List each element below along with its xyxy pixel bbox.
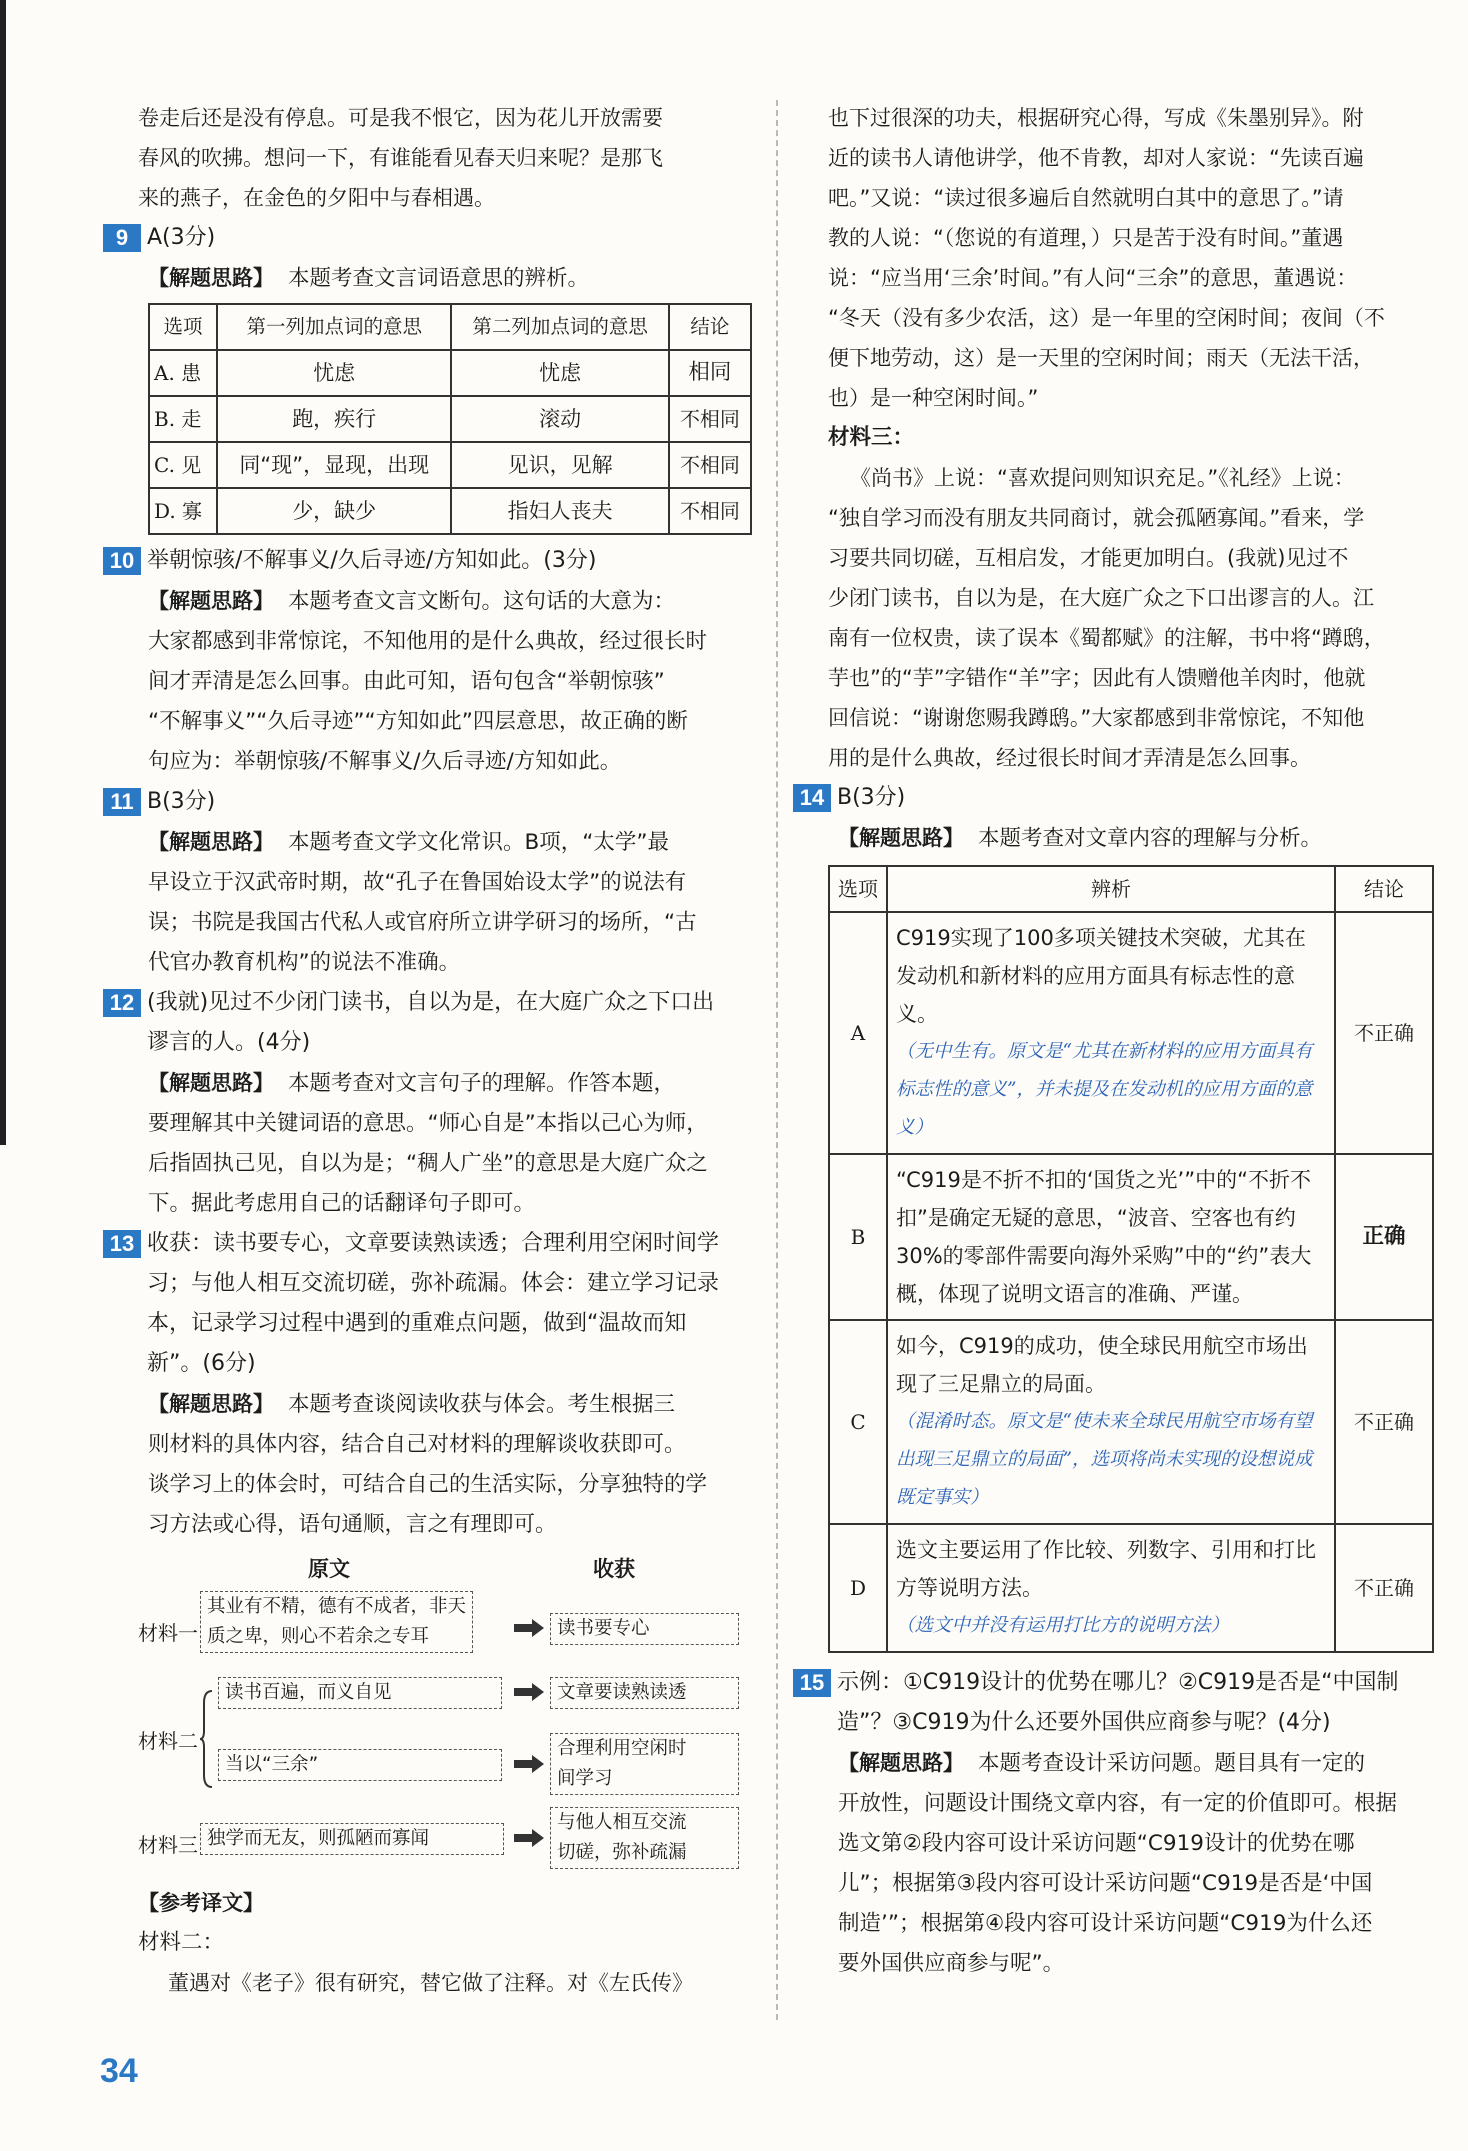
translation-line: 芋也”的“芋”字错作“羊”字；因此有人馈赠他羊肉时，他就 [828,666,1366,690]
table-cell: A. 患 [149,350,217,396]
table-cell: 不相同 [669,396,751,442]
analysis-text: 代官办教育机构”的说法不准确。 [148,950,461,975]
source-line: 其业有不精，德有不成者，非天 [207,1596,467,1617]
question-12 [103,983,753,1063]
question-number: 12 [103,989,141,1017]
analysis-text: 儿”；根据第③段内容可设计采访问题“C919是否是‘中国 [838,1871,1373,1896]
answer-line: 收获：读书要专心，文章要读熟读透；合理利用空闲时间学 [147,1231,720,1256]
analysis-text: 谈学习上的体会时，可结合自己的生活实际，分享独特的学 [148,1472,708,1497]
answer-line: 习；与他人相互交流切磋，弥补疏漏。体会：建立学习记录 [147,1271,720,1296]
table-header: 选项 [149,304,217,350]
analysis-text: 选文第②段内容可设计采访问题“C919设计的优势在哪 [838,1831,1355,1856]
answer [147,1224,753,1384]
material-diagram [138,1549,753,1879]
table-row [829,912,1433,1154]
translation-line: 《尚书》上说：“喜欢提问则知识充足。”《礼经》上说： [850,466,1355,490]
table-cell [887,912,1335,1154]
material-3-title: 材料三： [828,425,915,450]
analysis-text: 句应为：举朝惊骇/不解事义/久后寻迹/方知如此。 [148,749,622,774]
table-cell: D [829,1524,887,1652]
handwritten-note: （无中生有。原文是“尤其在新材料的应用方面具有标志性的意义”，并未提及在发动机的应用方面的意义） [896,1041,1313,1138]
intro-line: 来的燕子，在金色的夕阳中与春相遇。 [138,186,495,210]
gain-line: 合理利用空闲时 [557,1738,687,1759]
analysis-text: 后指固执己见，自以为是；“稠人广坐”的意思是大庭广众之 [148,1151,708,1176]
answer: 举朝惊骇/不解事义/久后寻迹/方知如此。(3分) [147,548,597,573]
table-row [829,1524,1433,1652]
analysis-statement: “C919是不折不扣的‘国货之光’”中的“不折不扣”是确定无疑的意思，“波音、空客也有约30%的零部件需要向海外采购”中的“约”表大概，体现了说明文语言的准确、严谨。 [896,1168,1312,1306]
table-cell: 相同 [669,350,751,396]
answer-line: 造”？③C919为什么还要外国供应商参与呢？(4分) [837,1710,1331,1735]
right-column [799,98,1443,1984]
analysis-text: 习方法或心得，语句通顺，言之有理即可。 [148,1512,557,1537]
table-cell: 少，缺少 [217,488,451,534]
analysis-tag: 【解题思路】 [838,1751,964,1775]
translation-title: 【参考译文】 [138,1891,264,1915]
analysis-text: 本题考查文学文化常识。B项，“太学”最 [288,830,670,855]
word-meaning-table [148,303,752,535]
analysis-text: 本题考查谈阅读收获与体会。考生根据三 [288,1392,676,1417]
material-2-gain-1: 文章要读熟读透 [550,1677,739,1709]
handwritten-note: （选文中并没有运用打比方的说明方法） [896,1615,1230,1636]
analysis-tag: 【解题思路】 [148,1071,274,1095]
material-1-label: 材料一 [138,1621,198,1645]
question-13 [103,1224,753,1384]
translation-line: 说：“应当用‘三余’时间。”有人问“三余”的意思，董遇说： [828,266,1358,290]
material-2-source-1: 读书百遍，而义自见 [218,1677,502,1709]
answer-line: 本，记录学习过程中遇到的重难点问题，做到“温故而知 [147,1311,687,1336]
table-cell: 同“现”，显现，出现 [217,442,451,488]
table-cell: D. 寡 [149,488,217,534]
question-10 [103,541,753,581]
answer: B(3分) [147,789,216,814]
table-cell [887,1524,1335,1652]
analysis-tag: 【解题思路】 [838,826,964,850]
material-3-label: 材料三 [138,1833,198,1857]
translation-line: 也下过很深的功夫，根据研究心得，写成《朱墨别异》。附 [828,106,1364,130]
table-cell [887,1154,1335,1320]
arrow-icon [514,1619,544,1637]
table-cell: 忧虑 [451,350,669,396]
answer: A(3分) [147,225,216,250]
table-row [829,1320,1433,1524]
table-cell: 不正确 [1335,912,1433,1154]
material-3-source: 独学而无友，则孤陋而寡闻 [200,1823,504,1855]
analysis-tag: 【解题思路】 [148,266,274,290]
table-header: 第二列加点词的意思 [451,304,669,350]
analysis-text: 制造’”；根据第④段内容可设计采访问题“C919为什么还 [838,1911,1373,1936]
page-number: 34 [100,2052,138,2090]
answer-line: 谬言的人。(4分) [147,1030,311,1055]
analysis-text: 下。据此考虑用自己的话翻译句子即可。 [148,1191,536,1216]
question-14 [793,778,1443,818]
analysis-tag: 【解题思路】 [148,589,274,613]
translation-line: 近的读书人请他讲学，他不肯教，却对人家说：“先读百遍 [828,146,1364,170]
table-row [149,350,751,396]
table-cell: C [829,1320,887,1524]
question-number: 9 [103,224,141,252]
table-row [829,1154,1433,1320]
question-number: 11 [103,788,141,816]
analysis-tag: 【解题思路】 [148,1392,274,1416]
question-number: 13 [103,1230,141,1258]
brace-icon [200,1689,214,1789]
translation-line: 董遇对《老子》很有研究，替它做了注释。对《左氏传》 [168,1971,693,1995]
arrow-icon [514,1829,544,1847]
answer [837,1663,1443,1743]
table-row [149,442,751,488]
source-line: 质之卑，则心不若余之专耳 [207,1626,430,1647]
analysis-text: 误；书院是我国古代私人或官府所立讲学研习的场所，“古 [148,910,697,935]
table-cell: B. 走 [149,396,217,442]
analysis-text: 本题考查对文言句子的理解。作答本题， [288,1071,676,1096]
table-cell: 不正确 [1335,1524,1433,1652]
diagram-header-gain: 收获 [593,1557,635,1581]
translation-material-label: 材料二： [138,1930,225,1955]
answer-line: (我就)见过不少闭门读书，自以为是，在大庭广众之下口出 [147,990,715,1015]
table-cell: C. 见 [149,442,217,488]
translation-line: “冬天（没有多少农活，这）是一年里的空闲时间；夜间（不 [828,306,1385,330]
question-number: 15 [793,1669,831,1697]
analysis-text: “不解事义”“久后寻迹”“方知如此”四层意思，故正确的断 [148,709,688,734]
material-2-gain-2 [550,1733,739,1795]
question-number: 14 [793,784,831,812]
arrow-icon [514,1755,544,1773]
translation-line: 教的人说：“（您说的有道理，）只是苦于没有时间。”董遇 [828,226,1344,250]
table-cell: 不正确 [1335,1320,1433,1524]
question-11 [103,782,753,822]
translation-line: 少闭门读书，自以为是，在大庭广众之下口出谬言的人。江 [828,586,1374,610]
analysis-text: 要理解其中关键词语的意思。“师心自是”本指以己心为师， [148,1111,708,1136]
arrow-icon [514,1683,544,1701]
question-15 [793,1663,1443,1743]
material-2-label: 材料二 [138,1729,198,1753]
answer-line: 示例：①C919设计的优势在哪儿？②C919是否是“中国制 [837,1670,1399,1695]
analysis-text: 早设立于汉武帝时期，故“孔子在鲁国始设太学”的说法有 [148,870,687,895]
table-cell: 跑，疾行 [217,396,451,442]
table-cell: 滚动 [451,396,669,442]
answer-line: 新”。(6分) [147,1351,256,1376]
table-header: 选项 [829,866,887,912]
analysis-text: 要外国供应商参与呢”。 [838,1951,1065,1976]
left-column [109,98,753,2003]
translation-line: 南有一位权贵，读了误本《蜀都赋》的注解，书中将“蹲鸱， [828,626,1385,650]
column-divider [776,100,778,2020]
intro-line: 卷走后还是没有停息。可是我不恨它，因为花儿开放需要 [138,106,663,130]
table-header: 第一列加点词的意思 [217,304,451,350]
analysis-text: 本题考查对文章内容的理解与分析。 [978,826,1323,851]
table-cell: 不相同 [669,488,751,534]
translation-line: 用的是什么典故，经过很长时间才弄清是怎么回事。 [828,746,1311,770]
table-row [149,396,751,442]
translation-line: 便下地劳动，这）是一天里的空闲时间；雨天（无法干活， [828,346,1374,370]
analysis-text: 间才弄清是怎么回事。由此可知，语句包含“举朝惊骇” [148,669,665,694]
table-cell: B [829,1154,887,1320]
material-3-gain [550,1807,739,1869]
intro-line: 春风的吹拂。想问一下，有谁能看见春天归来呢？是那飞 [138,146,663,170]
analysis-text: 大家都感到非常惊诧，不知他用的是什么典故，经过很长时 [148,629,708,654]
analysis-statement: 如今，C919的成功，使全球民用航空市场出现了三足鼎立的局面。 [896,1334,1308,1396]
question-number: 10 [103,547,141,575]
answer: B(3分) [837,785,906,810]
handwritten-note: （混淆时态。原文是“使未来全球民用航空市场有望出现三足鼎立的局面”，选项将尚未实现的设想说成既定事实） [896,1411,1313,1508]
analysis-text: 本题考查文言文断句。这句话的大意为： [288,589,676,614]
material-1-source [200,1591,473,1653]
table-header: 结论 [1335,866,1433,912]
answer [147,983,753,1063]
diagram-header-original: 原文 [308,1557,350,1581]
analysis-text: 则材料的具体内容，结合自己对材料的理解谈收获即可。 [148,1432,686,1457]
option-analysis-table [828,865,1434,1653]
question-9 [103,218,753,258]
translation-line: “独自学习而没有朋友共同商讨，就会孤陋寡闻。”看来，学 [828,506,1365,530]
analysis-text: 本题考查设计采访问题。题目具有一定的 [978,1751,1366,1776]
translation-line: 回信说：“谢谢您赐我蹲鸱。”大家都感到非常惊诧，不知他 [828,706,1365,730]
gain-line: 与他人相互交流 [557,1812,687,1833]
table-cell: 不相同 [669,442,751,488]
table-cell: 见识，见解 [451,442,669,488]
analysis-statement: C919实现了100多项关键技术突破，尤其在发动机和新材料的应用方面具有标志性的意义。 [896,926,1306,1026]
translation-line: 习要共同切磋，互相启发，才能更加明白。(我就)见过不 [828,546,1349,570]
analysis-text: 本题考查文言词语意思的辨析。 [288,266,590,291]
table-cell: 正确 [1335,1154,1433,1320]
material-1-gain: 读书要专心 [550,1613,739,1645]
table-cell: 指妇人丧夫 [451,488,669,534]
analysis-statement: 选文主要运用了作比较、列数字、引用和打比方等说明方法。 [896,1538,1316,1600]
gain-line: 切磋，弥补疏漏 [557,1842,687,1863]
analysis-text: 开放性，问题设计围绕文章内容，有一定的价值即可。根据 [838,1791,1398,1816]
gain-line: 间学习 [557,1768,613,1789]
translation-line: 吧。”又说：“读过很多遍后自然就明白其中的意思了。”请 [828,186,1344,210]
table-header: 辨析 [887,866,1335,912]
analysis-tag: 【解题思路】 [148,830,274,854]
translation-line: 也）是一种空闲时间。” [828,386,1039,410]
table-row [149,488,751,534]
scan-edge [0,0,6,1145]
table-cell: A [829,912,887,1154]
material-2-source-2: 当以“三余” [218,1749,502,1781]
table-header: 结论 [669,304,751,350]
table-cell: 忧虑 [217,350,451,396]
table-cell [887,1320,1335,1524]
